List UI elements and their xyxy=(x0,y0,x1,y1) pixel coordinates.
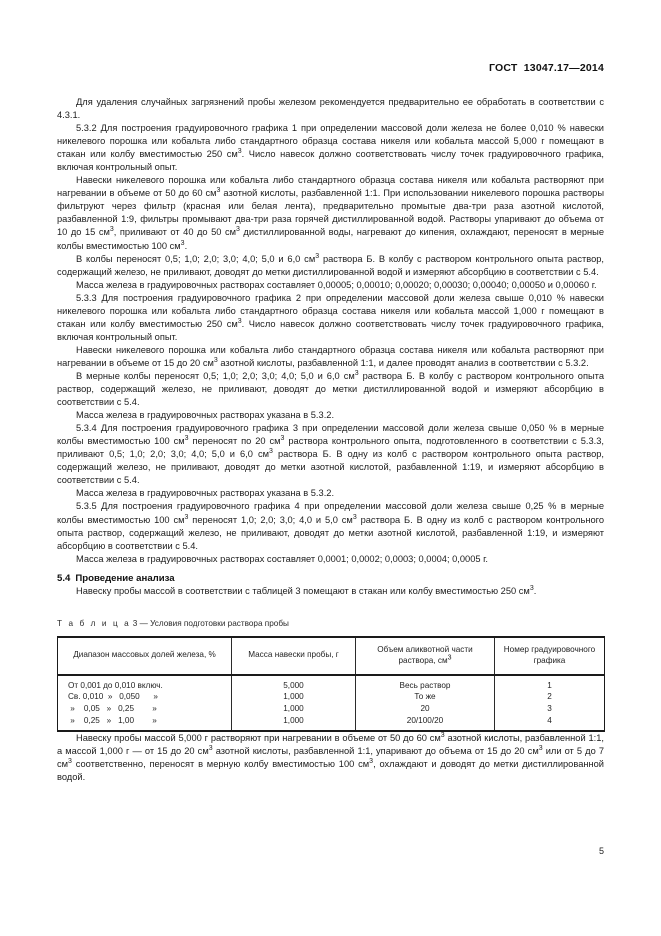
table-3-header-mass-fraction-range: Диапазон массовых долей железа, % xyxy=(58,637,232,675)
table-cell-graph: 2 xyxy=(495,691,605,703)
table-cell-mass: 1,000 xyxy=(232,703,356,715)
page-number: 5 xyxy=(598,846,604,856)
superscript-cubic: 3 xyxy=(269,448,273,456)
paragraph-5-3-5 xyxy=(57,500,604,552)
section-heading-5-4 xyxy=(57,572,604,585)
paragraph-iron-mass-1 xyxy=(57,279,604,292)
superscript-cubic: 3 xyxy=(352,513,357,521)
superscript-cubic: 3 xyxy=(208,745,213,753)
table-3-caption xyxy=(57,618,604,629)
table-cell-volume: Весь раствор xyxy=(356,675,495,692)
table-cell-mass: 1,000 xyxy=(232,715,356,732)
paragraph-5-3-3-text-a: 5.3.3 Для построения градуировочного графика 2 при определении массовой доли железа свыше 0,010 % навески никелевого порошка или кобальта либо стандартного образца состава никеля или кобальта массой 1,000 г помещают в стакан или колбу вместимостью 250 см xyxy=(57,292,604,329)
paragraph-dissolution xyxy=(57,174,604,252)
paragraph-5-3-4 xyxy=(57,422,604,487)
paragraph-intro xyxy=(57,96,604,122)
table-cell-range: Св. 0,010 » 0,050 » xyxy=(58,691,232,703)
superscript-cubic: 3 xyxy=(315,252,320,260)
paragraph-iron-mass-3-text: Масса железа в градуировочных растворах указана в 5.3.2. xyxy=(76,488,335,499)
table-cell-volume: То же xyxy=(356,691,495,703)
table-cell-graph: 4 xyxy=(495,715,605,732)
table-3-header-aliquot-volume-text: Объем аликвотной части раствора, см xyxy=(377,644,473,666)
paragraph-transfer-flasks xyxy=(57,253,604,279)
paragraph-transfer-flasks-2 xyxy=(57,370,604,409)
superscript-cubic: 3 xyxy=(237,148,242,156)
running-header-standard-number: ГОСТ 13047.17—2014 xyxy=(488,62,604,74)
paragraph-dissolution-text-a: Навески никелевого порошка или кобальта либо стандартного образца состава никеля или кобальта растворяют при нагревании в объеме от 50 до 60 см xyxy=(57,175,604,199)
superscript-cubic: 3 xyxy=(369,758,374,766)
paragraph-5-3-5-text-b: переносят 1,0; 2,0; 3,0; 4,0 и 5,0 см xyxy=(188,514,353,525)
paragraph-5-4-intro-text-b: . xyxy=(533,585,537,596)
superscript-cubic: 3 xyxy=(440,732,445,740)
table-3-header-sample-mass: Масса навески пробы, г xyxy=(232,637,356,675)
table-cell-mass: 1,000 xyxy=(232,691,356,703)
superscript-cubic: 3 xyxy=(538,745,543,753)
table-cell-graph: 1 xyxy=(495,675,605,692)
paragraph-transfer-flasks-text-b: раствора Б. В колбу с раствором контрольного опыта раствор, содержащий железо, не приливают, доводят до метки дистиллированной водой и измеряют абсорбцию в соответствии с 5.4. xyxy=(57,253,605,277)
paragraph-transfer-flasks-2-text-a: В мерные колбы переносят 0,5; 1,0; 2,0; 3,0; 4,0; 5,0 и 6,0 см xyxy=(76,370,355,381)
section-number-5-4: 5.4 xyxy=(57,572,71,584)
superscript-cubic: 3 xyxy=(184,513,189,521)
paragraph-after-table-text-b: азотной кислоты, разбавленной 1:1, а массой 1,000 г — от 15 до 20 см xyxy=(57,733,605,757)
paragraph-after-table-text-c: азотной кислоты, разбавленной 1:1, упаривают до объема от 15 до 20 см xyxy=(212,746,539,757)
table-3-header-graph-number: Номер градуировочного графика xyxy=(495,637,605,675)
superscript-cubic: 3 xyxy=(180,239,185,247)
paragraph-after-table xyxy=(57,732,604,784)
paragraph-iron-mass-4-text: Масса железа в градуировочных растворах составляет 0,0001; 0,0002; 0,0003; 0,0004; 0,0005 г. xyxy=(76,553,488,564)
superscript-cubic: 3 xyxy=(280,435,285,443)
table-cell-range: » 0,05 » 0,25 » xyxy=(58,703,232,715)
paragraph-after-table-text-d: или от 5 до 7 см xyxy=(57,746,604,770)
paragraph-5-3-5-text-a: 5.3.5 Для построения градуировочного графика 4 при определении массовой доли железа свыше 0,25 % в мерные колбы вместимостью 100 см xyxy=(57,501,604,525)
paragraph-transfer-flasks-text-a: В колбы переносят 0,5; 1,0; 2,0; 3,0; 4,0; 5,0 и 6,0 см xyxy=(76,253,316,264)
superscript-cubic: 3 xyxy=(529,584,534,592)
paragraph-5-3-4-text-a: 5.3.4 Для построения градуировочного графика 3 при определении массовой доли железа свыше 0,050 % в мерные колбы вместимостью 100 см xyxy=(57,423,604,447)
table-cell-volume: 20/100/20 xyxy=(356,715,495,732)
paragraph-after-table-text-a: Навеску пробы массой 5,000 г растворяют при нагревании в объеме от 50 до 60 см xyxy=(76,733,441,744)
paragraph-iron-mass-4 xyxy=(57,553,604,566)
table-caption-label: Т а б л и ц а xyxy=(57,618,131,628)
paragraph-5-3-4-text-d: раствора Б. В одну из колб с раствором контрольного опыта раствор, содержащий железо, не приливают, доводят до метки азотной кислотой, разбавленной 1:19, и измеряют абсорбцию в соответствии с 5.4. xyxy=(57,449,604,486)
superscript-cubic: 3 xyxy=(447,654,452,662)
superscript-cubic: 3 xyxy=(68,758,72,766)
table-caption-text: Условия подготовки раствора пробы xyxy=(150,618,289,628)
superscript-cubic: 3 xyxy=(236,226,240,234)
paragraph-5-3-3-text-b: . Число навесок должно соответствовать числу точек градуировочного графика, включая контрольный опыт. xyxy=(57,318,604,342)
superscript-cubic: 3 xyxy=(354,369,359,377)
table-row xyxy=(58,691,605,703)
paragraph-iron-mass-1-text: Масса железа в градуировочных растворах составляет 0,00005; 0,00010; 0,00020; 0,00030; 0,00040; 0,00050 и 0,00060 г. xyxy=(76,279,597,290)
paragraph-dissolution-2-text-b: азотной кислоты, разбавленной 1:1, и далее проводят анализ в соответствии с 5.3.2. xyxy=(217,357,589,368)
paragraph-5-3-2 xyxy=(57,122,604,174)
table-row xyxy=(58,715,605,732)
paragraph-5-3-2-text-b: . Число навесок должно соответствовать числу точек градуировочного графика, включая контрольный опыт. xyxy=(57,149,604,173)
paragraph-iron-mass-2-text: Масса железа в градуировочных растворах указана в 5.3.2. xyxy=(76,410,335,421)
paragraph-dissolution-2 xyxy=(57,344,604,370)
table-cell-volume: 20 xyxy=(356,703,495,715)
table-caption-dash: — xyxy=(139,618,148,628)
paragraph-5-3-2-text-a: 5.3.2 Для построения градуировочного графика 1 при определении массовой доли железа не более 0,010 % навески никелевого порошка или кобальта либо стандартного образца состава никеля или кобальта массой 5,000 г помещают в стакан или колбу вместимостью 250 см xyxy=(57,123,604,160)
superscript-cubic: 3 xyxy=(109,226,114,234)
table-3-body xyxy=(58,675,605,731)
paragraph-after-table-text-f: , охлаждают и доводят до метки дистиллированной водой. xyxy=(57,759,604,783)
page-content xyxy=(57,62,604,784)
table-3-header-aliquot-volume xyxy=(356,637,495,675)
table-3-header-row xyxy=(58,637,605,675)
table-cell-mass: 5,000 xyxy=(232,675,356,692)
table-cell-range: От 0,001 до 0,010 включ. xyxy=(58,675,232,692)
superscript-cubic: 3 xyxy=(213,356,218,364)
paragraph-intro-text: Для удаления случайных загрязнений пробы железом рекомендуется предварительно ее обработать в соответствии с 4.3.1. xyxy=(57,97,604,121)
paragraph-5-4-intro xyxy=(57,585,604,598)
paragraph-transfer-flasks-2-text-b: раствора Б. В колбу с раствором контрольного опыта раствор, содержащий железо, не приливают, доводят до метки дистиллированной водой и измеряют абсорбцию в соответствии с 5.4. xyxy=(57,370,604,408)
superscript-cubic: 3 xyxy=(216,187,221,195)
superscript-cubic: 3 xyxy=(184,435,189,443)
paragraph-dissolution-text-d: дистиллированной воды, нагревают до кипения, охлаждают, переносят в мерные колбы вместимостью 100 см xyxy=(57,227,604,251)
table-cell-range: » 0,25 » 1,00 » xyxy=(58,715,232,732)
paragraph-5-3-3 xyxy=(57,292,604,344)
paragraph-5-4-intro-text-a: Навеску пробы массой в соответствии с таблицей 3 помещают в стакан или колбу вместимостью 250 см xyxy=(76,585,530,596)
paragraph-dissolution-text-b: азотной кислоты, разбавленной 1:1. При использовании никелевого порошка растворы фильтруют через фильтр (красная или белая лента), предварительно промытые два-три раза азотной кислотой, разбавленной 1:9, фильтры промывают два-три раза горячей дистиллированной водой. Растворы упаривают до объема от 10 до 15 см xyxy=(57,188,605,238)
paragraph-5-3-5-text-c: раствора Б. В одну из колб с раствором контрольного опыта раствор, содержащий железо, не приливают, доводят до метки азотной кислотой, разбавленной 1:19, и измеряют абсорбцию в соответствии с 5.4. xyxy=(57,514,604,551)
paragraph-5-3-4-text-c: раствора контрольного опыта, подготовленного в соответствии с 5.3.3, приливают 0,5; 1,0; 2,0; 3,0; 4,0; 5,0 и 6,0 см xyxy=(57,436,604,460)
section-title-5-4: Проведение анализа xyxy=(75,572,175,584)
table-cell-graph: 3 xyxy=(495,703,605,715)
paragraph-dissolution-text-c: , приливают от 40 до 50 см xyxy=(113,227,237,238)
table-3-head xyxy=(58,637,605,675)
paragraph-iron-mass-2 xyxy=(57,409,604,422)
paragraph-5-3-4-text-b: переносят по 20 см xyxy=(188,436,281,447)
table-row xyxy=(58,675,605,692)
paragraph-after-table-text-e: соответственно, переносят в мерную колбу вместимостью 100 см xyxy=(71,759,370,770)
table-row xyxy=(58,703,605,715)
superscript-cubic: 3 xyxy=(237,317,242,325)
paragraph-dissolution-2-text-a: Навески никелевого порошка или кобальта либо стандартного образца состава никеля или кобальта растворяют при нагревании в объеме от 15 до 20 см xyxy=(57,344,604,368)
table-caption-number: 3 xyxy=(132,618,138,628)
table-3-sample-preparation-conditions xyxy=(57,636,605,732)
paragraph-dissolution-text-e: . xyxy=(184,240,188,251)
paragraph-iron-mass-3 xyxy=(57,487,604,500)
